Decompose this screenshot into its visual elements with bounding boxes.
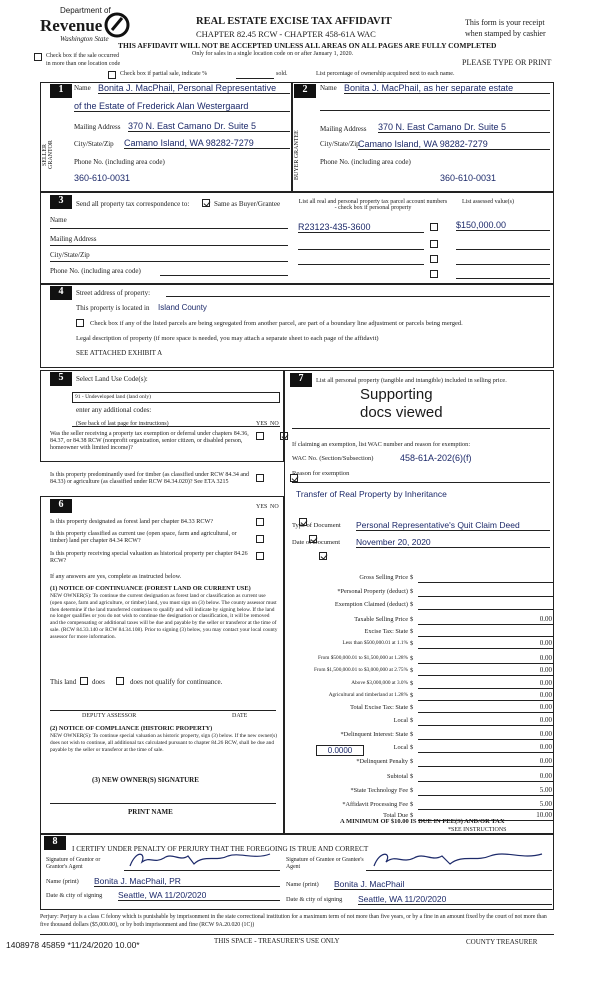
- tax-row-label: Exemption Claimed (deduct): [334, 601, 408, 608]
- buyer-phone-label: Phone No. (including area code): [320, 158, 411, 166]
- ownership-label: List percentage of ownership acquired next to each name.: [316, 71, 455, 77]
- state-label: Washington State: [60, 35, 109, 43]
- dollar-sign: $: [410, 640, 414, 647]
- corr-name-label: Name: [50, 216, 67, 224]
- footer-divider: [40, 934, 554, 935]
- tax-row-label: Taxable Selling Price: [354, 616, 408, 623]
- partial-sale-label: Check box if partial sale, indicate %: [120, 71, 208, 77]
- tax-row-value[interactable]: 0.00: [418, 743, 554, 753]
- seller-addr-label: Mailing Address: [74, 123, 121, 131]
- tax-row-label: *Delinquent Penalty: [356, 758, 408, 765]
- corr-addr-field[interactable]: [50, 245, 288, 246]
- personal-property-checkbox-3[interactable]: [430, 255, 438, 263]
- dollar-sign: $: [410, 680, 414, 687]
- tax-row-label: Gross Selling Price: [359, 574, 408, 581]
- tax-row-label: Excise Tax: State: [364, 628, 408, 635]
- corr-city-field[interactable]: [50, 261, 288, 262]
- sec6-q3: Is this property receiving special valuation as historical property per chapter 84.26 RCW?: [50, 551, 248, 564]
- dollar-sign: $: [410, 812, 414, 819]
- perjury-text: Perjury: Perjury is a class C felony which is punishable by imprisonment in the state correctional institution for a maximum term of not more than five years, or by a fine in an amount fixed by the court of not more than five thousand dollars ($5,000.00), or by both imprisonment and fine (RCW 9A.20.020 (1C)): [40, 914, 547, 928]
- dept-label: Department of: [60, 6, 111, 15]
- only-note: Only for sales in a single location code on or after January 1, 2020.: [192, 51, 354, 57]
- assessed-value-4[interactable]: [456, 278, 550, 279]
- grantor-signature-graphic: [124, 848, 280, 870]
- tax-row-value[interactable]: [418, 627, 554, 637]
- receipt-line1: This form is your receipt: [465, 18, 545, 27]
- tax-row-label: Local: [393, 744, 408, 751]
- dollar-sign: $: [410, 574, 414, 581]
- section-3-number: 3: [50, 195, 72, 209]
- sec5-q1: Was the seller receiving a property tax exemption or deferral under chapters 84.36, 84.37, or 84.38 RCW (nonprofit organization, senior citizen, or disabled person, homeowner with limited income)?: [50, 431, 249, 451]
- tax-row-value[interactable]: [418, 587, 554, 597]
- grantee-signature-graphic: [366, 848, 552, 870]
- multi-location-label1: Check box if the sale occurred: [46, 53, 120, 59]
- parcel-number-3[interactable]: [298, 264, 424, 265]
- tax-row-value[interactable]: 0.00: [418, 757, 554, 767]
- corr-phone-label: Phone No. (including area code): [50, 267, 141, 275]
- same-as-buyer-label: Same as Buyer/Grantee: [214, 200, 281, 208]
- multi-location-checkbox[interactable]: [34, 53, 42, 61]
- sec5-yes-label: YES: [256, 421, 268, 427]
- dollar-sign: $: [410, 731, 414, 738]
- form-title: REAL ESTATE EXCISE TAX AFFIDAVIT: [196, 16, 392, 27]
- doc-date-value[interactable]: November 20, 2020: [356, 537, 550, 548]
- sold-label: sold.: [276, 71, 288, 77]
- section-1-number: 1: [50, 84, 72, 98]
- additional-codes-label: enter any additional codes:: [76, 406, 152, 414]
- parcel-header: List all real and personal property tax parcel account numbers - check box if personal property: [298, 199, 448, 211]
- tax-row-value[interactable]: [418, 600, 554, 610]
- dollar-sign: $: [410, 692, 414, 699]
- tax-row-value[interactable]: 10.00: [418, 811, 554, 821]
- grantee-signature[interactable]: [366, 870, 552, 871]
- section-4-number: 4: [50, 286, 72, 300]
- sec5-q1-yes[interactable]: [256, 432, 264, 440]
- section-2-number: 2: [294, 84, 316, 98]
- treasurer-use-label: THIS SPACE - TREASURER'S USE ONLY: [214, 937, 340, 945]
- reason-label: Reason for exemption: [292, 470, 350, 477]
- wac-value[interactable]: 458-61A-202(6)(f): [400, 453, 472, 463]
- new-owner-sig-field[interactable]: [50, 803, 276, 804]
- tax-row-label: Less than $500,000.01 at 1.1%: [342, 640, 408, 646]
- sec6-q2: Is this property classified as current use (open space, farm and agricultural, or timber) land per chapter 84.34 RCW?: [50, 531, 237, 544]
- tax-row-value[interactable]: 0.00: [418, 730, 554, 740]
- section-8-number: 8: [44, 836, 66, 850]
- tax-row-label: *Personal Property (deduct): [337, 588, 408, 595]
- section-7-number: 7: [290, 373, 312, 387]
- dollar-sign: $: [410, 616, 414, 623]
- parcel-number-2[interactable]: [298, 249, 424, 250]
- tax-row-label: From $1,500,000.01 to $3,000,000 at 2.75%: [313, 667, 408, 673]
- section-6-number: 6: [50, 499, 72, 513]
- sec6-q1-yes[interactable]: [256, 518, 264, 526]
- tax-row-value[interactable]: 5.00: [418, 786, 554, 796]
- exhibit-text: SEE ATTACHED EXHIBIT A: [76, 349, 163, 357]
- land-use-label: Select Land Use Code(s):: [76, 375, 148, 383]
- buyer-name-line2[interactable]: [320, 110, 550, 111]
- grantor-date-label: Date & city of signing: [46, 892, 103, 899]
- supporting-text: Supporting: [360, 386, 433, 403]
- multi-location-label2: in more than one location code: [46, 61, 121, 67]
- sec6-q1: Is this property designated as forest land per chapter 84.33 RCW?: [50, 518, 214, 525]
- section-5-number: 5: [50, 372, 72, 386]
- local-rate-field[interactable]: 0.0000: [316, 745, 364, 756]
- buyer-section: [292, 82, 554, 192]
- sec6-no-label: NO: [270, 504, 279, 510]
- type-or-print: PLEASE TYPE OR PRINT: [462, 58, 552, 67]
- buyer-city[interactable]: Camano Island, WA 98282-7279: [358, 139, 550, 150]
- docs-viewed-text: docs viewed: [360, 404, 443, 421]
- corr-phone-field[interactable]: [160, 275, 288, 276]
- notice1-text: NEW OWNER(S): To continue the current designation as forest land or classification as current use (open space, farm and agriculture, or timber) land, you must sign on (3) below. The county assessor must then determine if the land transferred continues to qualify and will indicate by signing below. If the land no longer qualifies or you do not wish to continue the designation or classification, it will be removed and the compensating or additional taxes will be due and payable by the seller or transferor at the time of sale. (RCW 84.33.140 or RCW 84.34.108). Prior to signing (3) below, you may contact your local county assessor for more information.: [50, 593, 278, 640]
- form-chapter: CHAPTER 82.45 RCW - CHAPTER 458-61A WAC: [196, 29, 376, 39]
- assessed-value-1[interactable]: $150,000.00: [456, 220, 550, 231]
- this-land-label: This land: [50, 678, 77, 686]
- sec6-q3-yes[interactable]: [256, 552, 264, 560]
- corr-city-label: City/State/Zip: [50, 251, 90, 259]
- sec5-no-label: NO: [270, 421, 279, 427]
- sec5-q2-yes[interactable]: [256, 474, 264, 482]
- legal-label: Legal description of property (if more space is needed, you may attach a separate sheet to each page of the affidavit): [76, 335, 379, 342]
- sec5-q2: Is this property predominantly used for timber (as classified under RCW 84.34 and 84.33) or agriculture (as classified under RCW 84.34.020)? See ETA 3215: [50, 472, 250, 485]
- dollar-sign: $: [410, 773, 414, 780]
- dollar-sign: $: [410, 655, 414, 662]
- reason-value[interactable]: Transfer of Real Property by Inheritance: [296, 489, 447, 499]
- wac-label: WAC No. (Section/Subsection): [292, 455, 374, 462]
- buyer-addr[interactable]: 370 N. East Camano Dr. Suite 5: [378, 122, 550, 133]
- deputy-signature-field[interactable]: [50, 710, 276, 711]
- parcel-number-1[interactable]: R23123-435-3600: [298, 222, 424, 233]
- notice1-title: (1) NOTICE OF CONTINUANCE (FOREST LAND OR CURRENT USE): [50, 585, 251, 592]
- grantee-date-label: Date & city of signing: [286, 896, 343, 903]
- if-any-text: If any answers are yes, complete as instructed below.: [50, 573, 182, 580]
- deputy-date-label: DATE: [232, 713, 248, 719]
- notice2-text: NEW OWNER(S): To continue special valuation as historic property, sign (3) below. If the new owner(s) does not wish to continue, all additional tax calculated pursuant to chapter 84.26 RCW, shall be due and payable by the seller or transferor at the time of sale.: [50, 733, 278, 753]
- receipt-line2: when stamped by cashier: [465, 29, 546, 38]
- doc-type-value[interactable]: Personal Representative's Quit Claim Deed: [356, 520, 550, 531]
- tax-row-label: *Delinquent Interest: State: [340, 731, 408, 738]
- grantee-sig-label: Signature of Grantee or Grantee's Agent: [286, 857, 364, 870]
- assessed-header: List assessed value(s): [462, 199, 514, 205]
- does-checkbox[interactable]: [80, 677, 88, 685]
- deputy-label: DEPUTY ASSESSOR: [82, 713, 137, 719]
- tax-row-value[interactable]: 0.00: [418, 615, 554, 625]
- dollar-sign: $: [410, 717, 414, 724]
- tax-row-label: Total Due: [383, 812, 408, 819]
- segregated-label: Check box if any of the listed parcels are being segregated from another parcel, are part of a boundary line adjustment or parcels being merged.: [90, 320, 463, 327]
- dollar-sign: $: [410, 801, 414, 808]
- seller-addr[interactable]: 370 N. East Camano Dr. Suite 5: [128, 121, 290, 132]
- grantor-name-label: Name (print): [46, 878, 79, 885]
- buyer-city-label: City/State/Zip: [320, 140, 360, 148]
- grantee-name-label: Name (print): [286, 881, 319, 888]
- dollar-sign: $: [410, 704, 414, 711]
- buyer-addr-label: Mailing Address: [320, 125, 367, 133]
- personal-property-label: List all personal property (tangible and intangible) included in selling price.: [316, 377, 507, 384]
- tax-row-value[interactable]: 0.00: [418, 679, 554, 689]
- buyer-name-label: Name: [320, 84, 337, 92]
- dollar-sign: $: [410, 758, 414, 765]
- seller-phone-label: Phone No. (including area code): [74, 158, 165, 166]
- land-use-select[interactable]: 91 - Undeveloped land (land only): [72, 392, 280, 403]
- dollar-sign: $: [410, 667, 414, 674]
- street-field[interactable]: [166, 296, 550, 297]
- doc-date-label: Date of Document: [292, 539, 341, 546]
- certify-text: I CERTIFY UNDER PENALTY OF PERJURY THAT THE FOREGOING IS TRUE AND CORRECT: [72, 845, 369, 853]
- buyer-phone[interactable]: 360-610-0031: [440, 173, 497, 183]
- tax-row-value[interactable]: 0.00: [418, 716, 554, 726]
- grantor-sig-label: Signature of Grantor or Grantor's Agent: [46, 857, 101, 870]
- does-not-label: does not qualify for continuance.: [130, 678, 223, 686]
- send-correspondence-label: Send all property tax correspondence to:: [76, 200, 190, 208]
- tax-row-value[interactable]: 0.00: [418, 639, 554, 649]
- tax-row-label: From $500,000.01 to $1,500,000 at 1.28%: [317, 655, 408, 661]
- print-name-label: PRINT NAME: [128, 808, 173, 816]
- see-back-label: (See back of last page for instructions): [76, 421, 169, 427]
- tax-row-value[interactable]: 0.00: [418, 703, 554, 713]
- same-as-buyer-checkbox[interactable]: [202, 199, 210, 207]
- corr-addr-label: Mailing Address: [50, 235, 97, 243]
- seller-phone[interactable]: 360-610-0031: [74, 173, 131, 183]
- does-label: does: [92, 678, 105, 686]
- tax-row-label: Above $3,000,000 at 3.0%: [351, 680, 408, 686]
- doc-type-label: Type of Document: [292, 522, 341, 529]
- grantor-date[interactable]: Seattle, WA 11/20/2020: [118, 890, 280, 901]
- notice2-title: (2) NOTICE OF COMPLIANCE (HISTORIC PROPERTY): [50, 725, 213, 732]
- county-treasurer-label: COUNTY TREASURER: [466, 938, 538, 946]
- sec6-yes-label: YES: [256, 504, 268, 510]
- dollar-sign: $: [410, 588, 414, 595]
- tax-row-label: Agricultural and timberland at 1.28%: [328, 692, 408, 698]
- corr-name-field[interactable]: [50, 228, 288, 229]
- grantor-name[interactable]: Bonita J. MacPhail, PR: [94, 876, 280, 887]
- county-value[interactable]: Island County: [158, 303, 207, 312]
- tax-row-label: Total Excise Tax: State: [350, 704, 408, 711]
- see-instructions: *SEE INSTRUCTIONS: [448, 827, 507, 833]
- tax-row-value[interactable]: 5.00: [418, 800, 554, 810]
- personal-property-field[interactable]: [292, 428, 550, 429]
- seller-city[interactable]: Camano Island, WA 98282-7279: [124, 138, 290, 149]
- dollar-sign: $: [410, 787, 414, 794]
- seller-name-line2[interactable]: of the Estate of Frederick Alan Westergaard: [74, 101, 290, 112]
- revenue-logo-text: Revenue: [40, 16, 103, 35]
- grantor-signature[interactable]: [124, 870, 280, 871]
- tax-row-value[interactable]: 0.00: [418, 666, 554, 676]
- personal-property-checkbox-1[interactable]: [430, 223, 438, 231]
- buyer-name[interactable]: Bonita J. MacPhail, as her separate estate: [344, 83, 550, 94]
- reason-field[interactable]: [292, 482, 550, 483]
- assessed-value-3[interactable]: [456, 264, 550, 265]
- seller-name-label: Name: [74, 84, 91, 92]
- tax-row-value[interactable]: 0.00: [418, 691, 554, 701]
- tax-row-value[interactable]: [418, 573, 554, 583]
- does-not-checkbox[interactable]: [116, 677, 124, 685]
- seller-side-label: SELLER GRANTOR: [42, 140, 54, 170]
- tax-row-label: Local: [393, 717, 408, 724]
- tax-row-value[interactable]: 0.00: [418, 772, 554, 782]
- street-label: Street address of property:: [76, 289, 151, 297]
- treasurer-stamp: 1408978 45859 *11/24/2020 10.00*: [6, 940, 140, 950]
- buyer-side-label: BUYER GRANTEE: [294, 130, 300, 180]
- located-label: This property is located in: [76, 304, 150, 312]
- seller-city-label: City/State/Zip: [74, 140, 114, 148]
- partial-sale-checkbox[interactable]: [108, 71, 116, 79]
- personal-property-checkbox-4[interactable]: [430, 270, 438, 278]
- assessed-value-2[interactable]: [456, 249, 550, 250]
- grantee-name[interactable]: Bonita J. MacPhail: [334, 879, 552, 890]
- sec6-q2-yes[interactable]: [256, 535, 264, 543]
- warning-text: THIS AFFIDAVIT WILL NOT BE ACCEPTED UNLESS ALL AREAS ON ALL PAGES ARE FULLY COMPLETED: [118, 41, 497, 50]
- exemption-label: If claiming an exemption, list WAC number and reason for exemption:: [292, 441, 471, 448]
- dollar-sign: $: [410, 744, 414, 751]
- seller-name-line1[interactable]: Bonita J. MacPhail, Personal Representative: [98, 83, 290, 94]
- tax-row-label: *State Technology Fee: [350, 787, 408, 794]
- dollar-sign: $: [410, 628, 414, 635]
- tax-row-label: *Affidavit Processing Fee: [342, 801, 408, 808]
- grantee-date[interactable]: Seattle, WA 11/20/2020: [358, 894, 552, 905]
- dollar-sign: $: [410, 601, 414, 608]
- segregated-checkbox[interactable]: [76, 319, 84, 327]
- tax-row-value[interactable]: 0.00: [418, 654, 554, 664]
- min-due-text: A MINIMUM OF $10.00 IS DUE IN FEE(S) AND/OR TAX: [340, 818, 505, 825]
- partial-percent-field[interactable]: [236, 78, 274, 79]
- personal-property-checkbox-2[interactable]: [430, 240, 438, 248]
- new-owner-sig-label: (3) NEW OWNER(S) SIGNATURE: [92, 776, 199, 784]
- tax-row-label: Subtotal: [387, 773, 408, 780]
